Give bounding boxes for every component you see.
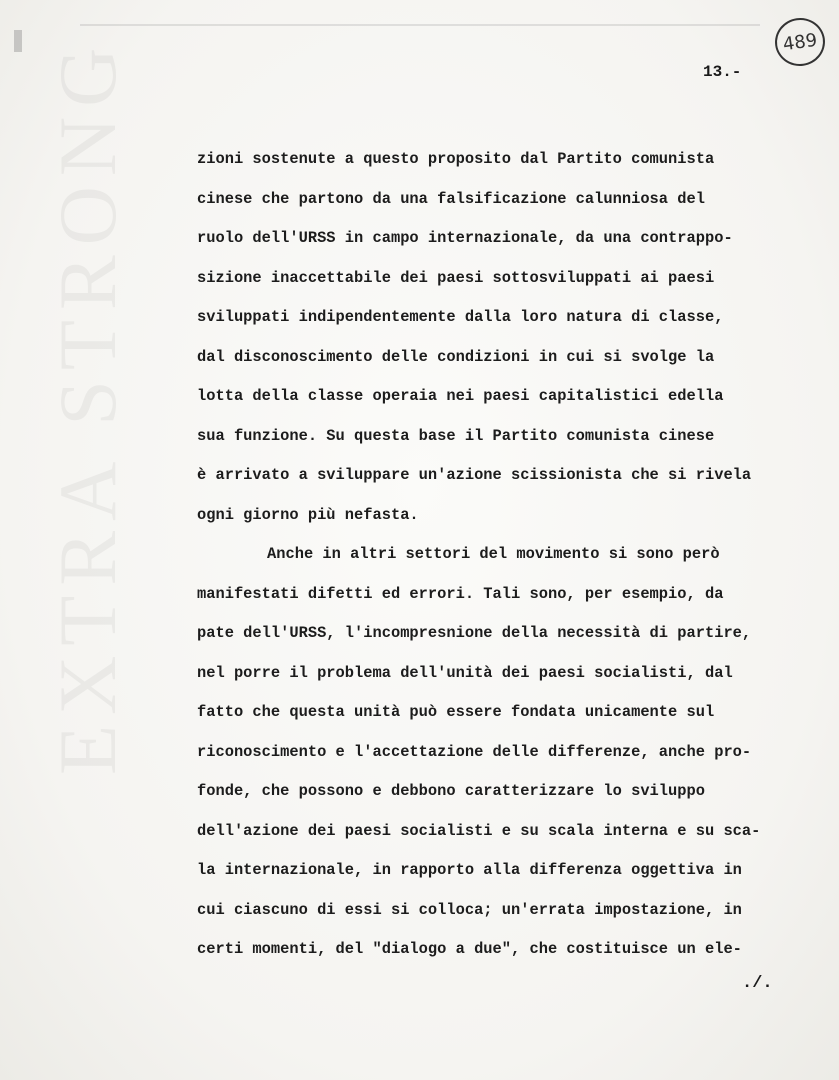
text-line: fatto che questa unità può essere fondata unicamente sul: [197, 703, 715, 721]
text-line: dell'azione dei paesi socialisti e su scala interna e su sca-: [197, 821, 761, 840]
text-line: zioni sostenute a questo proposito dal Partito comunista: [197, 150, 715, 168]
body-text: [197, 140, 837, 970]
text-line: fonde, che possono e debbono caratterizzare lo sviluppo: [197, 782, 705, 800]
text-line: nel porre il problema dell'unità dei paesi socialisti, dal: [197, 663, 733, 682]
text-line: manifestati difetti ed errori. Tali sono, per esempio, da: [197, 584, 724, 603]
text-line: certi momenti, del "dialogo a due", che costituisce un ele-: [197, 940, 742, 958]
text-line: la internazionale, in rapporto alla differenza oggettiva in: [197, 861, 742, 879]
paper-watermark: EXTRA STRONG: [42, 37, 133, 775]
text-line: Anche in altri settori del movimento si sono però: [267, 545, 720, 563]
text-line: sizione inaccettabile dei paesi sottosviluppati ai paesi: [197, 268, 715, 287]
text-line: sua funzione. Su questa base il Partito comunista cinese: [197, 426, 715, 445]
text-line: sviluppati indipendentemente dalla loro natura di classe,: [197, 308, 724, 326]
text-line: dal disconoscimento delle condizioni in cui si svolge la: [197, 347, 715, 366]
text-line: cinese che partono da una falsificazione calunniosa del: [197, 189, 705, 208]
text-line: ogni giorno più nefasta.: [197, 505, 419, 524]
text-line: riconoscimento e l'accettazione delle differenze, anche pro-: [197, 742, 752, 761]
text-line: cui ciascuno di essi si colloca; un'errata impostazione, in: [197, 900, 742, 919]
continuation-mark: ./.: [742, 974, 773, 993]
text-line: pate dell'URSS, l'incompresnione della necessità di partire,: [197, 624, 752, 642]
page-number: 13.-: [703, 63, 742, 81]
text-line: lotta della classe operaia nei paesi capitalistici edella: [197, 387, 724, 405]
text-line: è arrivato a sviluppare un'azione scissionista che si rivela: [197, 466, 752, 484]
archive-stamp: 489: [772, 15, 828, 69]
text-line: ruolo dell'URSS in campo internazionale, da una contrappo-: [197, 229, 733, 247]
scan-smudge: [80, 24, 760, 26]
scan-edge-mark: [14, 30, 22, 52]
